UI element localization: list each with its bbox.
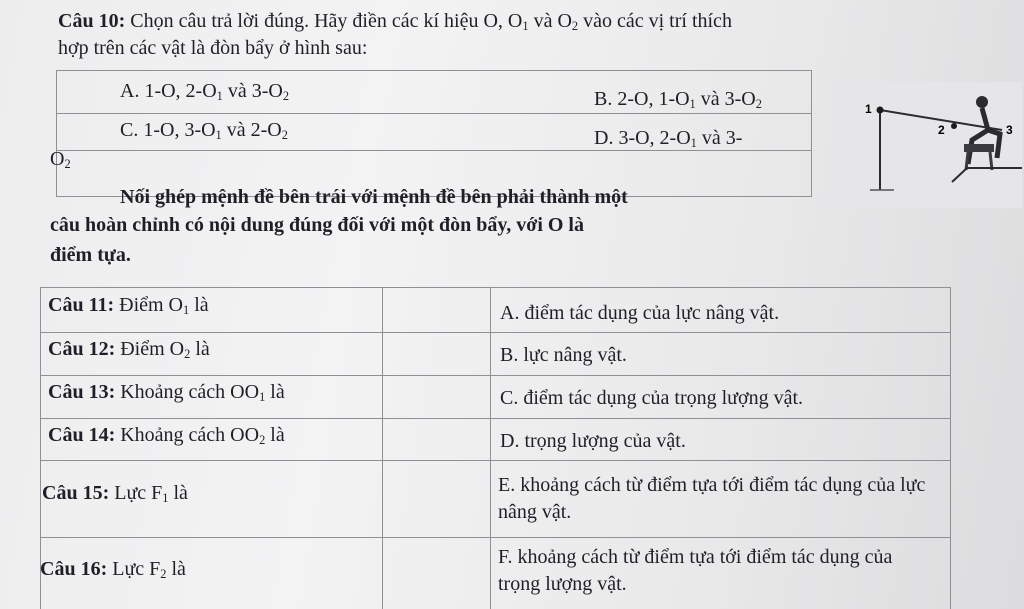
match-table-rule bbox=[40, 332, 950, 333]
match-left-11 bbox=[48, 294, 209, 317]
match-table-rule bbox=[40, 375, 950, 376]
match-table-rule bbox=[382, 287, 383, 609]
q10-option-a bbox=[120, 80, 289, 103]
match-right-b: B. lực nâng vật. bbox=[500, 344, 627, 366]
clause-sub: 2 bbox=[259, 433, 266, 448]
option-sub: 2 bbox=[282, 89, 290, 104]
q10-text: Chọn câu trả lời đúng. Hãy điền các kí hiệu O, O bbox=[125, 10, 523, 32]
match-right-f: F. khoảng cách từ điểm tựa tới điểm tác dụng của trọng lượng vật. bbox=[498, 546, 893, 595]
person-head bbox=[976, 96, 988, 108]
option-text: D. 3-O, 2-O bbox=[594, 127, 691, 149]
q10-line-2: hợp trên các vật là đòn bẩy ở hình sau: bbox=[58, 37, 368, 59]
lever-figure bbox=[832, 82, 1022, 208]
q10-text: và O bbox=[528, 10, 572, 32]
question-label: Câu 16: bbox=[40, 558, 108, 580]
question-label: Câu 11: bbox=[48, 294, 115, 316]
option-text: và 2-O bbox=[221, 119, 282, 141]
match-left-14 bbox=[48, 424, 285, 447]
q10-line-1 bbox=[58, 10, 732, 33]
option-sub: 1 bbox=[215, 128, 222, 143]
option-sub: 2 bbox=[64, 157, 71, 172]
q10-option-d bbox=[594, 127, 742, 150]
option-sub: 1 bbox=[216, 89, 223, 104]
match-right-c: C. điểm tác dụng của trọng lượng vật. bbox=[500, 387, 804, 409]
option-text: và 3- bbox=[696, 127, 743, 149]
lever-point-label-1: 1 bbox=[865, 102, 872, 116]
option-text: và 3-O bbox=[695, 88, 756, 110]
q10-table-rule bbox=[56, 113, 812, 114]
clause-sub: 1 bbox=[183, 303, 190, 318]
match-right-e: E. khoảng cách từ điểm tựa tới điểm tác dụng của lực nâng vật. bbox=[498, 474, 926, 523]
clause-text: là bbox=[265, 381, 285, 403]
option-text: C. 1-O, 3-O bbox=[120, 119, 216, 141]
clause-text: là bbox=[265, 424, 285, 446]
clause-sub: 1 bbox=[162, 491, 169, 506]
clause-text: là bbox=[166, 558, 186, 580]
question-label: Câu 15: bbox=[42, 482, 110, 504]
q10-text: vào các vị trí thích bbox=[578, 10, 732, 32]
clause-text: Khoảng cách OO bbox=[115, 424, 260, 446]
match-right-d: D. trọng lượng của vật. bbox=[500, 430, 686, 452]
q10-label: Câu 10: bbox=[58, 10, 126, 32]
question-label: Câu 14: bbox=[48, 424, 116, 446]
clause-text: Lực F bbox=[107, 558, 161, 580]
clause-text: là bbox=[190, 338, 210, 360]
hand-dot bbox=[951, 123, 957, 129]
match-table-rule bbox=[490, 287, 491, 609]
rod-tip-dot bbox=[877, 107, 884, 114]
match-left-13 bbox=[48, 381, 285, 404]
option-text: và 3-O bbox=[222, 80, 283, 102]
lever-point-label-3: 3 bbox=[1006, 123, 1013, 137]
q10-option-c bbox=[120, 119, 288, 142]
instruction-line-2: câu hoàn chỉnh có nội dung đúng đối với một đòn bẩy, với O là bbox=[50, 214, 584, 236]
q10-sub: 1 bbox=[522, 19, 529, 34]
clause-sub: 2 bbox=[184, 347, 191, 362]
lever-point-label-2: 2 bbox=[938, 123, 945, 137]
q10-table-rule bbox=[56, 70, 812, 71]
match-right-a: A. điểm tác dụng của lực nâng vật. bbox=[500, 302, 780, 324]
option-text: A. 1-O, 2-O bbox=[120, 80, 217, 102]
match-table-rule bbox=[40, 460, 950, 461]
q10-option-b bbox=[594, 88, 762, 111]
option-sub: 2 bbox=[755, 97, 762, 112]
option-sub: 2 bbox=[281, 128, 288, 143]
question-label: Câu 12: bbox=[48, 338, 116, 360]
option-sub: 1 bbox=[690, 136, 697, 151]
question-label: Câu 13: bbox=[48, 381, 116, 403]
clause-text: là bbox=[189, 294, 209, 316]
option-sub: 1 bbox=[689, 97, 696, 112]
option-text: B. 2-O, 1-O bbox=[594, 88, 690, 110]
q10-table-rule bbox=[811, 70, 812, 196]
match-left-16 bbox=[40, 558, 186, 581]
q10-option-d-continued bbox=[50, 148, 71, 171]
clause-text: Điểm O bbox=[115, 338, 185, 360]
match-table-rule bbox=[40, 418, 950, 419]
match-table-rule bbox=[40, 287, 950, 288]
clause-text: Khoảng cách OO bbox=[115, 381, 260, 403]
match-table-rule bbox=[40, 537, 950, 538]
clause-sub: 1 bbox=[259, 390, 266, 405]
clause-text: là bbox=[168, 482, 188, 504]
instruction-line-1: Nối ghép mệnh đề bên trái với mệnh đề bên phải thành một bbox=[120, 186, 628, 208]
clause-text: Lực F bbox=[109, 482, 163, 504]
instruction-line-3: điểm tựa. bbox=[50, 244, 131, 266]
match-left-15 bbox=[42, 482, 188, 505]
q10-table-rule bbox=[56, 150, 812, 151]
option-text: O bbox=[50, 148, 65, 170]
q10-sub: 2 bbox=[571, 19, 579, 34]
match-left-12 bbox=[48, 338, 210, 361]
q10-table-rule bbox=[56, 70, 57, 196]
clause-sub: 2 bbox=[160, 567, 167, 582]
stool bbox=[964, 144, 994, 152]
match-table-rule bbox=[950, 287, 951, 609]
clause-text: Điểm O bbox=[114, 294, 184, 316]
